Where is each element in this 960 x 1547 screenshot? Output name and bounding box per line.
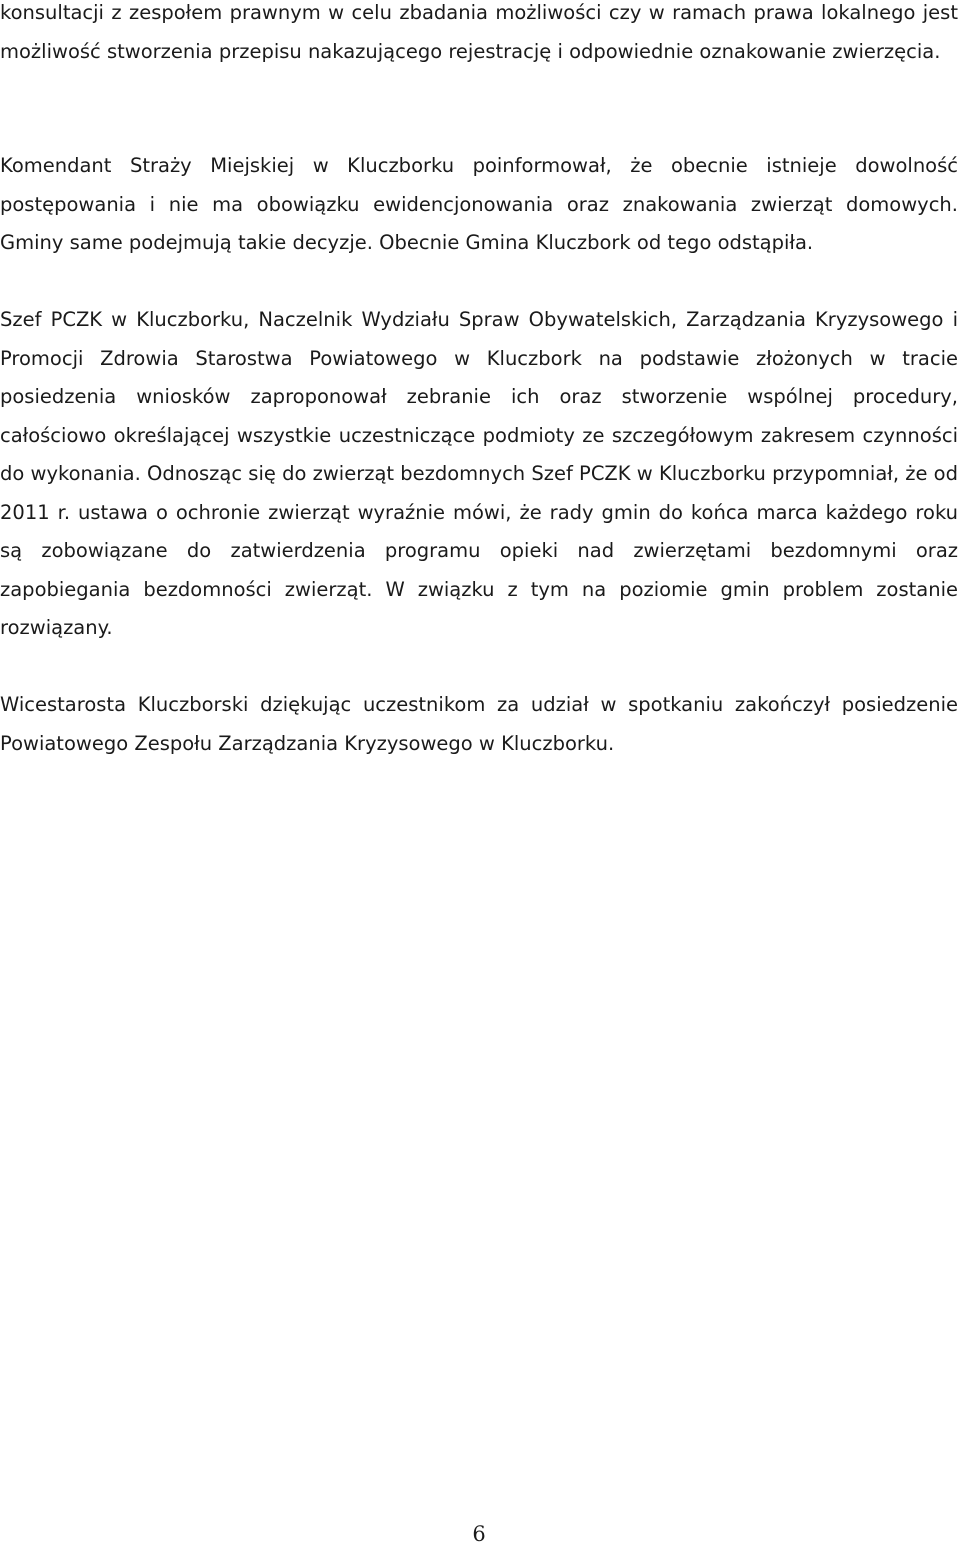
paragraph-legal-consultation: konsultacji z zespołem prawnym w celu zbadania możliwości czy w ramach prawa lokalnego jest możliwość stworzenia przepisu nakazującego rejestrację i odpowiednie oznakowanie zwierzęcia. <box>0 1 958 63</box>
paragraph-city-guard-report: Komendant Straży Miejskiej w Kluczborku poinformował, że obecnie istnieje dowolność postępowania i nie ma obowiązku ewidencjonowania oraz znakowania zwierząt domowych. Gminy same podejmują takie decyzje. Obecnie Gmina Kluczbork od tego odstąpiła. <box>0 154 958 254</box>
page-number: 6 <box>472 1522 486 1546</box>
paragraph-pczk-proposal: Szef PCZK w Kluczborku, Naczelnik Wydziału Spraw Obywatelskich, Zarządzania Kryzysowego i Promocji Zdrowia Starostwa Powiatowego w Kluczbork na podstawie złożonych w tracie posiedzenia wniosków zaproponował zebranie ich oraz stworzenie wspólnej procedury, całościowo określającej wszystkie uczestniczące podmioty ze szczegółowym zakresem czynności do wykonania. Odnosząc się do zwierząt bezdomnych Szef PCZK w Kluczborku przypomniał, że od 2011 r. ustawa o ochronie zwierząt wyraźnie mówi, że rady gmin do końca marca każdego roku są zobowiązane do zatwierdzenia programu opieki nad zwierzętami bezdomnymi oraz zapobiegania bezdomności zwierząt. W związku z tym na poziomie gmin problem zostanie rozwiązany. <box>0 308 958 639</box>
paragraph-meeting-closing: Wicestarosta Kluczborski dziękując uczestnikom za udział w spotkaniu zakończył posiedzenie Powiatowego Zespołu Zarządzania Kryzysowego w Kluczborku. <box>0 693 958 755</box>
